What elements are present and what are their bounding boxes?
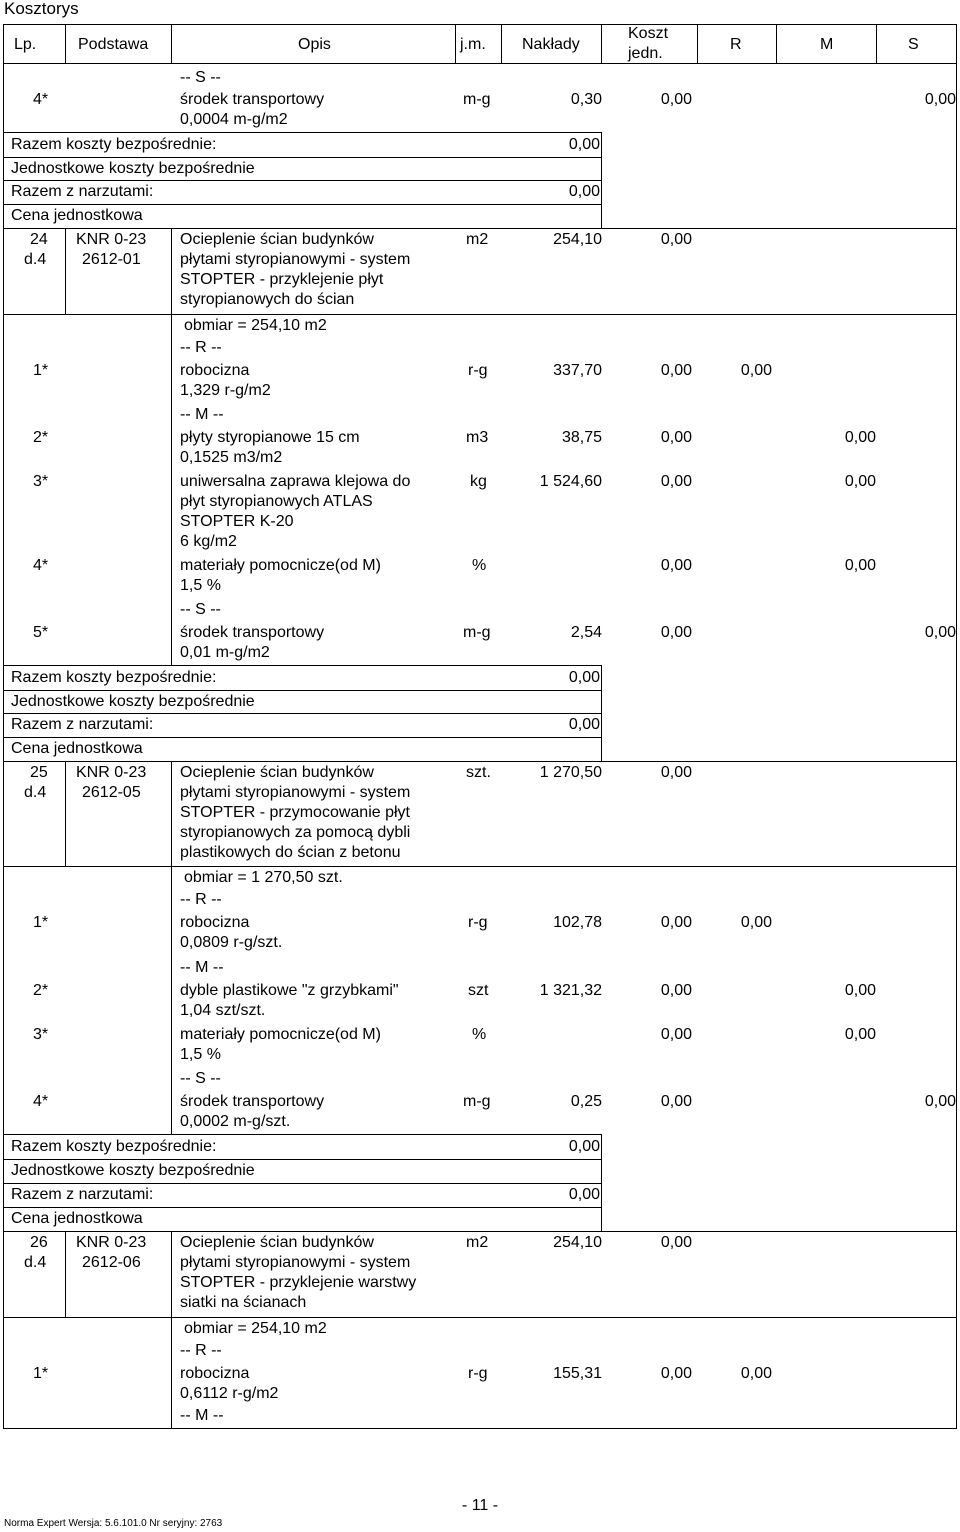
pos25-r-header: -- R --: [180, 891, 222, 908]
pos25-m2-m: 0,00: [844, 982, 876, 999]
pos24-m2-norm: 0,1525 m3/m2: [180, 449, 283, 466]
pos25-m3-jm: %: [472, 1026, 487, 1043]
pos25-cena: Cena jednostkowa: [11, 1210, 143, 1227]
col-sep: [171, 228, 172, 665]
pos24-r1-norm: 1,329 r-g/m2: [180, 382, 271, 399]
pos24-m2-m: 0,00: [844, 429, 876, 446]
col-sep: [776, 24, 777, 64]
pos24-cena: Cena jednostkowa: [11, 740, 143, 757]
pos25-razem-koszty-label: Razem koszty bezpośrednie:: [11, 1138, 217, 1155]
pos24-code: 2612-01: [82, 251, 141, 268]
header-jedn: jedn.: [628, 45, 663, 62]
pos25-m2-lp: 2*: [33, 982, 49, 999]
pos26-qty: 254,10: [553, 1234, 602, 1251]
row-sep: [3, 761, 957, 762]
pos24-razem-koszty-value: 0,00: [568, 669, 600, 686]
pos24-desc-1: Ocieplenie ścian budynków: [180, 231, 374, 248]
prev-s-header: -- S --: [180, 69, 221, 86]
pos24-s5-name: środek transportowy: [180, 624, 325, 641]
pos25-jm: szt.: [466, 764, 491, 781]
pos25-r1-koszt: 0,00: [660, 914, 692, 931]
pos24-m4-koszt: 0,00: [660, 557, 692, 574]
pos24-m2-name: płyty styropianowe 15 cm: [180, 429, 360, 446]
pos25-r1-lp: 1*: [33, 914, 49, 931]
pos24-m3-m: 0,00: [844, 473, 876, 490]
pos25-s4-koszt: 0,00: [660, 1093, 692, 1110]
pos26-r1-naklady: 155,31: [553, 1365, 602, 1382]
pos26-m-header: -- M --: [180, 1407, 224, 1424]
pos25-s-header: -- S --: [180, 1070, 221, 1087]
prev-jm: m-g: [463, 91, 491, 108]
pos24-m2-jm: m3: [466, 429, 489, 446]
pos24-m4-jm: %: [472, 557, 487, 574]
pos24-r1-lp: 1*: [33, 362, 49, 379]
pos24-r1-koszt: 0,00: [660, 362, 692, 379]
col-sep: [455, 24, 456, 64]
col-sep: [65, 24, 66, 64]
pos25-s4-naklady: 0,25: [570, 1093, 602, 1110]
pos24-s5-koszt: 0,00: [660, 624, 692, 641]
pos25-desc-2: płytami styropianowymi - system: [180, 784, 411, 801]
pos26-d: d.4: [24, 1254, 47, 1271]
pos26-num: 26: [30, 1234, 48, 1251]
pos24-m4-m: 0,00: [844, 557, 876, 574]
prev-s: 0,00: [924, 91, 956, 108]
pos25-m2-jm: szt: [468, 982, 489, 999]
table-bottom-border: [3, 1428, 957, 1429]
prev-lp: 4*: [33, 91, 49, 108]
prev-norm: 0,0004 m-g/m2: [180, 111, 288, 128]
pos24-qty: 254,10: [553, 231, 602, 248]
pos25-s4-name: środek transportowy: [180, 1093, 325, 1110]
row-sep: [3, 1207, 601, 1208]
row-sep: [3, 1134, 601, 1135]
row-sep: [3, 228, 957, 229]
pos25-r1-naklady: 102,78: [553, 914, 602, 931]
pos25-m2-koszt: 0,00: [660, 982, 692, 999]
row-sep: [3, 314, 957, 315]
pos24-m4-norm: 1,5 %: [180, 577, 221, 594]
row-sep: [3, 713, 601, 714]
pos25-m3-norm: 1,5 %: [180, 1046, 221, 1063]
pos24-m2-koszt: 0,00: [660, 429, 692, 446]
pos24-obmiar: obmiar = 254,10 m2: [184, 317, 327, 334]
header-naklady: Nakłady: [522, 36, 580, 53]
col-sep: [65, 228, 66, 314]
pos24-desc-4: styropianowych do ścian: [180, 291, 355, 308]
pos25-desc-5: plastikowych do ścian z betonu: [180, 844, 401, 861]
pos25-obmiar: obmiar = 1 270,50 szt.: [184, 869, 343, 886]
pos24-m4-lp: 4*: [33, 557, 49, 574]
pos25-r1-name: robocizna: [180, 914, 250, 931]
pos25-razem-koszty-value: 0,00: [568, 1138, 600, 1155]
col-sep: [876, 24, 877, 64]
header-jm: j.m.: [460, 36, 486, 53]
pos26-r1-r: 0,00: [740, 1365, 772, 1382]
header-bottom-border: [3, 63, 957, 64]
pos25-koszt: 0,00: [660, 764, 692, 781]
pos24-m3-koszt: 0,00: [660, 473, 692, 490]
row-sep: [3, 1183, 601, 1184]
row-sep: [3, 1159, 601, 1160]
pos24-s5-norm: 0,01 m-g/m2: [180, 644, 270, 661]
pos26-r1-name: robocizna: [180, 1365, 250, 1382]
row-sep: [3, 157, 601, 158]
pos24-knr: KNR 0-23: [76, 231, 147, 248]
pos25-razem-narzut-value: 0,00: [568, 1186, 600, 1203]
col-sep: [601, 665, 602, 761]
pos24-s5-lp: 5*: [33, 624, 49, 641]
col-sep: [65, 761, 66, 866]
prev-cena: Cena jednostkowa: [11, 207, 143, 224]
pos24-m3-norm: 6 kg/m2: [180, 533, 237, 550]
pos25-m3-m: 0,00: [844, 1026, 876, 1043]
header-lp: Lp.: [14, 36, 37, 53]
pos26-knr: KNR 0-23: [76, 1234, 147, 1251]
col-sep: [171, 1231, 172, 1428]
table-left-border: [3, 24, 4, 1428]
pos25-m3-lp: 3*: [33, 1026, 49, 1043]
table-right-border: [956, 24, 957, 1428]
pos24-r-header: -- R --: [180, 339, 222, 356]
header-koszt: Koszt: [628, 25, 669, 42]
pos25-code: 2612-05: [82, 784, 141, 801]
pos25-razem-narzut-label: Razem z narzutami:: [11, 1186, 154, 1203]
pos25-desc-3: STOPTER - przymocowanie płyt: [180, 804, 410, 821]
pos24-m-header: -- M --: [180, 406, 224, 423]
col-sep: [601, 132, 602, 228]
pos24-koszt: 0,00: [660, 231, 692, 248]
pos24-razem-koszty-label: Razem koszty bezpośrednie:: [11, 669, 217, 686]
pos24-m4-name: materiały pomocnicze(od M): [180, 557, 381, 574]
col-sep: [697, 24, 698, 64]
pos24-r1-r: 0,00: [740, 362, 772, 379]
pos25-m3-koszt: 0,00: [660, 1026, 692, 1043]
pos24-m3-naklady: 1 524,60: [539, 473, 602, 490]
header-r: R: [730, 36, 742, 53]
col-sep: [171, 761, 172, 1134]
prev-name: środek transportowy: [180, 91, 325, 108]
pos24-s5-naklady: 2,54: [570, 624, 602, 641]
pos25-r1-jm: r-g: [468, 914, 488, 931]
pos25-r1-r: 0,00: [740, 914, 772, 931]
header-s: S: [908, 36, 919, 53]
row-sep: [3, 132, 601, 133]
prev-razem-narzut-value: 0,00: [568, 183, 600, 200]
pos25-knr: KNR 0-23: [76, 764, 147, 781]
pos26-koszt: 0,00: [660, 1234, 692, 1251]
prev-koszt: 0,00: [660, 91, 692, 108]
pos26-r-header: -- R --: [180, 1342, 222, 1359]
pos25-m2-naklady: 1 321,32: [539, 982, 602, 999]
pos24-r1-naklady: 337,70: [553, 362, 602, 379]
pos26-r1-jm: r-g: [468, 1365, 488, 1382]
row-sep: [3, 1231, 957, 1232]
row-sep: [3, 737, 601, 738]
pos25-s4-norm: 0,0002 m-g/szt.: [180, 1113, 291, 1130]
pos26-jm: m2: [466, 1234, 489, 1251]
pos26-r1-norm: 0,6112 r-g/m2: [180, 1385, 279, 1402]
row-sep: [3, 690, 601, 691]
row-sep: [3, 866, 957, 867]
pos26-r1-lp: 1*: [33, 1365, 49, 1382]
header-podstawa: Podstawa: [78, 36, 149, 53]
pos24-d: d.4: [24, 251, 47, 268]
pos24-desc-3: STOPTER - przyklejenie płyt: [180, 271, 384, 288]
pos24-r1-jm: r-g: [468, 362, 488, 379]
table-top-border: [3, 24, 957, 25]
pos24-m2-naklady: 38,75: [561, 429, 602, 446]
row-sep: [3, 180, 601, 181]
page-number: - 11 -: [461, 1497, 499, 1514]
pos24-m3-name-1: uniwersalna zaprawa klejowa do: [180, 473, 411, 490]
row-sep: [3, 1317, 957, 1318]
pos25-m2-name: dyble plastikowe "z grzybkami": [180, 982, 399, 999]
pos25-s4-s: 0,00: [924, 1093, 956, 1110]
pos25-r1-norm: 0,0809 r-g/szt.: [180, 934, 283, 951]
row-sep: [3, 204, 601, 205]
pos24-jednostkowe: Jednostkowe koszty bezpośrednie: [11, 693, 255, 710]
col-sep: [171, 24, 172, 64]
pos25-qty: 1 270,50: [539, 764, 602, 781]
pos25-desc-4: styropianowych za pomocą dybli: [180, 824, 411, 841]
pos24-m3-lp: 3*: [33, 473, 49, 490]
pos25-s4-lp: 4*: [33, 1093, 49, 1110]
software-info: Norma Expert Wersja: 5.6.101.0 Nr seryjny: 2763: [4, 1518, 223, 1529]
col-sep: [601, 1134, 602, 1231]
pos26-obmiar: obmiar = 254,10 m2: [184, 1320, 327, 1337]
pos26-desc-3: STOPTER - przyklejenie warstwy: [180, 1274, 417, 1291]
pos25-d: d.4: [24, 784, 47, 801]
pos26-desc-4: siatki na ścianach: [180, 1294, 307, 1311]
pos24-m3-name-2: płyt styropianowych ATLAS: [180, 493, 373, 510]
col-sep: [501, 24, 502, 64]
pos26-code: 2612-06: [82, 1254, 141, 1271]
pos24-desc-2: płytami styropianowymi - system: [180, 251, 411, 268]
row-sep: [3, 665, 601, 666]
pos24-num: 24: [30, 231, 48, 248]
pos26-desc-1: Ocieplenie ścian budynków: [180, 1234, 374, 1251]
pos24-s-header: -- S --: [180, 601, 221, 618]
prev-razem-narzut-label: Razem z narzutami:: [11, 183, 154, 200]
pos25-m3-name: materiały pomocnicze(od M): [180, 1026, 381, 1043]
pos26-desc-2: płytami styropianowymi - system: [180, 1254, 411, 1271]
prev-jednostkowe: Jednostkowe koszty bezpośrednie: [11, 160, 255, 177]
prev-razem-koszty-label: Razem koszty bezpośrednie:: [11, 136, 217, 153]
pos24-m3-name-3: STOPTER K-20: [180, 513, 294, 530]
page-title: Kosztorys: [4, 0, 79, 18]
pos25-s4-jm: m-g: [463, 1093, 491, 1110]
pos24-r1-name: robocizna: [180, 362, 250, 379]
pos24-m3-jm: kg: [470, 473, 487, 490]
prev-naklady: 0,30: [570, 91, 602, 108]
col-sep: [601, 24, 602, 64]
header-opis: Opis: [298, 36, 331, 53]
header-m: M: [820, 36, 834, 53]
pos24-razem-narzut-label: Razem z narzutami:: [11, 716, 154, 733]
pos25-jednostkowe: Jednostkowe koszty bezpośrednie: [11, 1162, 255, 1179]
pos25-m2-norm: 1,04 szt/szt.: [180, 1002, 266, 1019]
pos24-m2-lp: 2*: [33, 429, 49, 446]
pos25-m-header: -- M --: [180, 959, 224, 976]
pos24-jm: m2: [466, 231, 489, 248]
pos25-desc-1: Ocieplenie ścian budynków: [180, 764, 374, 781]
pos24-s5-jm: m-g: [463, 624, 491, 641]
pos24-s5-s: 0,00: [924, 624, 956, 641]
pos25-num: 25: [30, 764, 48, 781]
prev-razem-koszty-value: 0,00: [568, 136, 600, 153]
pos26-r1-koszt: 0,00: [660, 1365, 692, 1382]
pos24-razem-narzut-value: 0,00: [568, 716, 600, 733]
col-sep: [65, 1231, 66, 1317]
